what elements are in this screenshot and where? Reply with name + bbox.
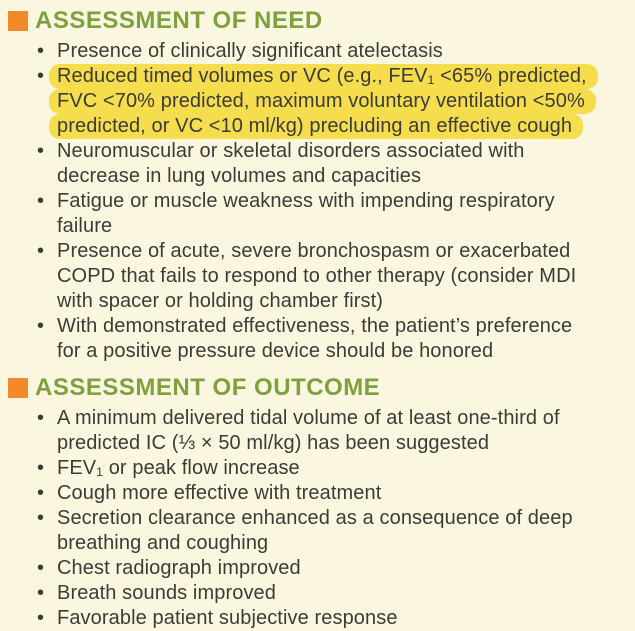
list-item-text xyxy=(57,506,635,556)
text-line: Presence of acute, severe bronchospasm or exacerbated xyxy=(57,240,571,262)
bullet-icon: • xyxy=(37,607,45,629)
list-item xyxy=(8,606,635,631)
highlighted-text-line: predicted, or VC <10 ml/kg) precluding an effective cough xyxy=(49,114,583,139)
list-item xyxy=(8,239,635,314)
bullet-icon: • xyxy=(37,457,45,479)
text-line: failure xyxy=(57,215,113,237)
highlighted-text-line: FVC <70% predicted, maximum voluntary ventilation <50% xyxy=(49,89,596,114)
list-item xyxy=(8,314,635,364)
bullet-icon: • xyxy=(37,582,45,604)
bullet-icon: • xyxy=(37,557,45,579)
bullet-icon: • xyxy=(37,507,45,529)
list-item xyxy=(8,39,635,64)
list-item-text xyxy=(57,314,635,364)
text-line: with spacer or holding chamber first) xyxy=(57,290,384,312)
section-need xyxy=(8,7,635,364)
list-item-text xyxy=(57,606,635,631)
list-item-text xyxy=(57,239,635,314)
list-item xyxy=(8,406,635,456)
text-line: FEV₁ or peak flow increase xyxy=(57,457,300,479)
list-item-text xyxy=(57,481,635,506)
content xyxy=(8,7,635,631)
bullet-icon: • xyxy=(37,240,45,262)
text-line: COPD that fails to respond to other therapy (consider MDI xyxy=(57,265,577,287)
section-title: ASSESSMENT OF OUTCOME xyxy=(35,374,381,401)
section-header xyxy=(8,7,635,34)
list-item xyxy=(8,481,635,506)
section-title: ASSESSMENT OF NEED xyxy=(35,7,323,34)
list-item-text xyxy=(57,39,635,64)
text-line: Favorable patient subjective response xyxy=(57,607,398,629)
bullet-icon: • xyxy=(37,190,45,212)
text-line: Cough more effective with treatment xyxy=(57,482,382,504)
text-line: Secretion clearance enhanced as a consequence of deep xyxy=(57,507,573,529)
list-item-text xyxy=(57,456,635,481)
text-line: Presence of clinically significant atelectasis xyxy=(57,40,443,62)
text-line: Neuromuscular or skeletal disorders associated with xyxy=(57,140,525,162)
list-item-text xyxy=(57,189,635,239)
text-line: decrease in lung volumes and capacities xyxy=(57,165,422,187)
text-line: Chest radiograph improved xyxy=(57,557,301,579)
section-outcome xyxy=(8,374,635,631)
list-item xyxy=(8,64,635,139)
text-line: for a positive pressure device should be honored xyxy=(57,340,494,362)
list-item xyxy=(8,506,635,556)
orange-square-icon xyxy=(8,11,28,31)
list-item-text xyxy=(57,139,635,189)
bullet-list xyxy=(8,39,635,364)
section-header xyxy=(8,374,635,401)
list-item-text xyxy=(57,556,635,581)
bullet-icon: • xyxy=(37,40,45,62)
list-item xyxy=(8,581,635,606)
list-item-text xyxy=(57,64,635,139)
list-item-text xyxy=(57,406,635,456)
bullet-icon: • xyxy=(37,140,45,162)
list-item xyxy=(8,139,635,189)
text-line: breathing and coughing xyxy=(57,532,269,554)
text-line: Fatigue or muscle weakness with impending respiratory xyxy=(57,190,555,212)
text-line: With demonstrated effectiveness, the patient’s preference xyxy=(57,315,573,337)
bullet-icon: • xyxy=(37,315,45,337)
bullet-icon: • xyxy=(37,407,45,429)
bullet-icon: • xyxy=(37,65,45,87)
text-line: Breath sounds improved xyxy=(57,582,276,604)
orange-square-icon xyxy=(8,378,28,398)
list-item xyxy=(8,189,635,239)
list-item xyxy=(8,556,635,581)
text-line: predicted IC (⅓ × 50 ml/kg) has been suggested xyxy=(57,432,490,454)
bullet-icon: • xyxy=(37,482,45,504)
list-item xyxy=(8,456,635,481)
list-item-text xyxy=(57,581,635,606)
bullet-list xyxy=(8,406,635,631)
highlighted-text-line: Reduced timed volumes or VC (e.g., FEV₁ <65% predicted, xyxy=(49,64,598,89)
text-line: A minimum delivered tidal volume of at least one-third of xyxy=(57,407,560,429)
